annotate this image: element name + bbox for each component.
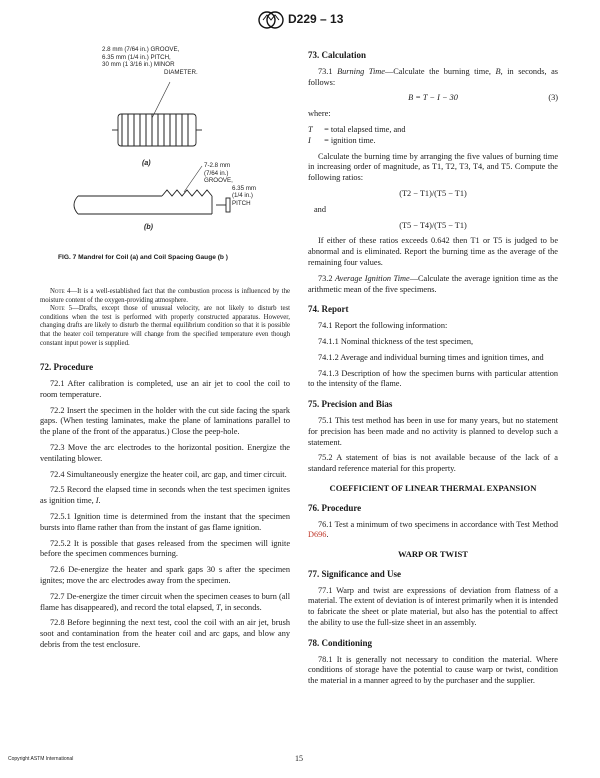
- and-label: and: [314, 204, 326, 214]
- section-78-heading: 78. Conditioning: [308, 637, 373, 648]
- page-header: [0, 6, 600, 36]
- para-77-1: 77.1 Warp and twist are expressions of deviation from flatness of a material. The extent of deviation is of interest primarily when it is intended to fabricate the sheet or plate material, but also has the potential to affect the ability to use the full-size sheet in an assembly.: [308, 585, 558, 628]
- section-73-heading: 73. Calculation: [308, 50, 367, 60]
- section-77-heading: 77. Significance and Use: [308, 568, 402, 579]
- heading-coefficient-expansion: COEFFICIENT OF LINEAR THERMAL EXPANSION: [329, 482, 537, 493]
- equation-3: B = T − I − 30 (3): [408, 93, 558, 103]
- right-column: [308, 50, 558, 692]
- figure-b-callout: 7-2.8 mm (7/64 in.) GROOVE, 6.35 mm (1/4 in.) PITCH: [204, 162, 257, 207]
- where-label: where:: [308, 109, 331, 119]
- figure-caption: FIG. 7 Mandrel for Coil (a) and Coil Spacing Gauge (b ): [58, 254, 228, 261]
- definition-T: T = total elapsed time, and: [308, 124, 406, 134]
- figure-a-label: (a): [142, 160, 151, 167]
- mandrel-drawing: [40, 46, 290, 246]
- standard-id: D229 – 13: [288, 12, 344, 26]
- para-73-judge: If either of these ratios exceeds 0.642 then T1 or T5 is judged to be abnormal and is eliminated. Report the burning time as the average of the remaining four values.: [308, 236, 558, 267]
- figure-b-label: (b): [144, 224, 153, 231]
- para-72-5-2: 72.5.2 It is possible that gases released from the specimen will ignite before the specimen commences burning.: [40, 538, 290, 559]
- para-72-3: 72.3 Move the arc electrodes to the horizontal position. Energize the ventilating blower.: [40, 442, 290, 463]
- page-number: 15: [295, 754, 303, 763]
- link-d696[interactable]: D696: [308, 530, 327, 540]
- section-74-heading: 74. Report: [308, 304, 349, 315]
- para-75-1: 75.1 This test method has been in use for many years, but no statement for precision has been made and no activity is planned to develop such a statement.: [308, 415, 558, 447]
- para-76-1: 76.1 Test a minimum of two specimens in accordance with Test Method D696.: [308, 519, 558, 540]
- para-72-4: 72.4 Simultaneously energize the heater coil, arc gap, and timer circuit.: [50, 469, 287, 479]
- para-72-2: 72.2 Insert the specimen in the holder with the cut side facing the spark gaps. (When testing laminates, make the plane of laminations parallel to the plane of the front of the apparatus.) Close the peep-hole.: [40, 405, 290, 437]
- ratio-1: (T2 − T1)/(T5 − T1): [399, 188, 467, 198]
- para-74-1-1: 74.1.1 Nominal thickness of the test specimen,: [318, 336, 474, 346]
- para-74-1-3: 74.1.3 Description of how the specimen burns with particular attention to the intensity of the flame.: [308, 368, 558, 389]
- note-5: Note 5—Drafts, except those of unusual velocity, are not likely to disturb test conditions when the test is performed with properly constructed apparatus. However, changing drafts are likely to disturb the thermal equilibrium condition so that it is possible that the heater coil temperature will change from the specified temperature even though constant input power is supplied.: [40, 305, 290, 347]
- para-75-2: 75.2 A statement of bias is not available because of the lack of a standard reference material for this property.: [308, 453, 558, 474]
- section-75-heading: 75. Precision and Bias: [308, 399, 393, 410]
- para-72-5: 72.5 Record the elapsed time in seconds when the test specimen ignites as ignition time, I.: [40, 485, 290, 506]
- para-72-1: 72.1 After calibration is completed, use an air jet to cool the coil to room temperature.: [40, 378, 290, 399]
- heading-warp-twist: WARP OR TWIST: [397, 549, 469, 560]
- figure-a-callout: 2.8 mm (7/64 in.) GROOVE, 6.35 mm (1/4 in.) PITCH, 30 mm (1 3/16 in.) MINOR DIAMETER.: [102, 46, 198, 76]
- figure-7: [40, 46, 290, 246]
- section-76-heading: 76. Procedure: [308, 502, 362, 513]
- notes: [40, 288, 290, 348]
- para-74-1-2: 74.1.2 Average and individual burning times and ignition times, and: [318, 352, 544, 362]
- definition-I: I = ignition time.: [308, 135, 376, 145]
- para-72-5-1: 72.5.1 Ignition time is determined from the instant that the specimen bursts into flame rather than from the instant of gas flame ignition.: [40, 511, 290, 532]
- para-78-1: 78.1 It is generally not necessary to condition the material. Where conditions of storage have the potential to cause warp or twist, condition the material in a manner agreed to by the purchaser and the supplier.: [308, 654, 558, 686]
- astm-logo-icon: [258, 9, 284, 31]
- para-73-2: 73.2 Average Ignition Time—Calculate the average ignition time as the arithmetic mean of the five specimens.: [308, 273, 558, 294]
- para-73-calc: Calculate the burning time by arranging the five values of burning time in increasing order of magnitude, as T1, T2, T3, T4, and T5. Compute the following ratios:: [308, 151, 558, 183]
- para-74-1: 74.1 Report the following information:: [318, 321, 448, 331]
- ratio-2: (T5 − T4)/(T5 − T1): [399, 220, 467, 230]
- para-73-1: 73.1 Burning Time—Calculate the burning time, B, in seconds, as follows:: [308, 66, 558, 87]
- para-72-6: 72.6 De-energize the heater and spark gaps 30 s after the specimen ignites; move the arc electrodes away from the specimen.: [40, 565, 290, 585]
- para-72-7: 72.7 De-energize the timer circuit when the specimen ceases to burn (all flame has disappeared), and record the total elapsed, T, in seconds.: [40, 591, 290, 612]
- left-column: [40, 288, 290, 656]
- para-72-8: 72.8 Before beginning the next test, cool the coil with an air jet, brush soot and contamination from the heater coil and arc gaps, and blow any debris from the test enclosure.: [40, 618, 290, 649]
- section-72-heading: 72. Procedure: [40, 362, 94, 373]
- note-4: Note 4—It is a well-established fact that the combustion process is influenced by the moisture content of the oxygen-providing atmosphere.: [40, 288, 290, 304]
- copyright-footer: Copyright ASTM International: [8, 756, 74, 762]
